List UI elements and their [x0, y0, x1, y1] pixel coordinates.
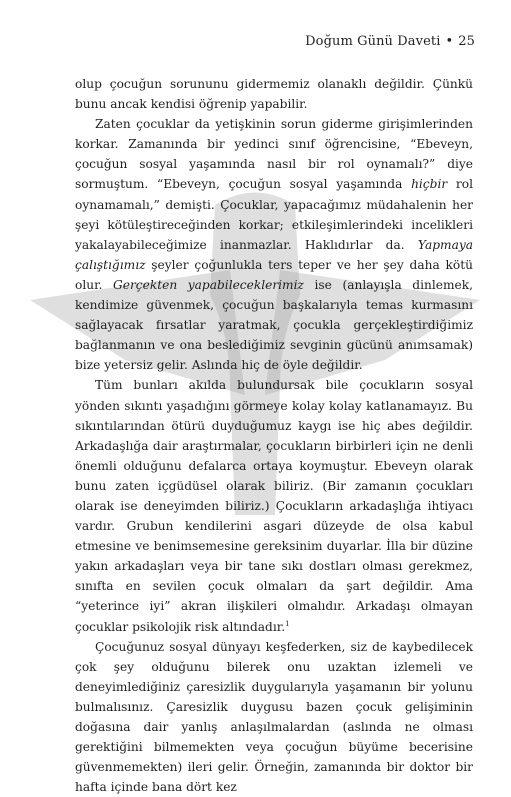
text-run: Çocuğunuz sosyal dünyayı keşfederken, siz de kaybedilecek çok şey olduğunu bilerek onu uzaktan izlemeli ve deneyimlediğiniz çaresizlik duygularıyla yaşamanın bir yolunu bulmalısınız. Çaresizlik duygusu bazen çocuk gelişiminin doğasına dair yanlış anlaşılmalardan (aslında ne olması gerektiğini bilmemekten veya çocuğun büyüme becerisine güvenmemekten) ileri gelir. Örneğin, zamanında bir doktor bir hafta içinde bana dört kez [75, 639, 473, 795]
italic-text: Yapmaya çalıştığımız [75, 237, 473, 272]
body-text [75, 74, 473, 797]
paragraph [75, 74, 473, 114]
italic-text: Gerçekten yapabileceklerimiz [113, 277, 304, 292]
page-number: 25 [458, 34, 475, 49]
italic-text: hiçbir [411, 177, 448, 192]
text-run: Tüm bunları akılda bulundursak bile çocukların sosyal yönden sıkıntı yaşadığını görmeye kolay kolay katlanamayız. Bu sıkıntılarından ötürü duyduğumuz kaygı ise hiç abes değildir. Arkadaşlığa dair araştırmalar, çocukların birbirleri için ne denli önemli olduğunu defalarca ortaya koymuştur. Ebeveyn olarak bunu zaten içgüdüsel olarak biliriz. (Bir zamanın çocukları olarak ise deneyimden biliriz.) Çocukların arkadaşlığa ihtiyacı vardır. Grubun kendilerini asgari düzeyde de olsa kabul etmesine ve benimsemesine gereksinim duyarlar. İlla bir düzine yakın arkadaşları veya bir tane sıkı dostları olması gerekmez, sınıfta en sevilen çocuk olmaları da şart değildir. Ama “yeterince iyi” akran ilişkileri olmalıdır. Arkadaşı olmayan çocuklar psikolojik risk altındadır. [75, 378, 473, 634]
text-run: rol oynamamalı,” demişti. Çocuklar, yapacağımız müdahalenin her şeyi kötüleştireceğinden korkar; etkileşimlerindeki incelikleri yakalayabileceğimize inanmazlar. Haklıdırlar da. [75, 177, 473, 252]
text-run: şeyler çoğunlukla ters teper ve her şey daha kötü olur. [75, 257, 473, 292]
paragraph [75, 637, 473, 797]
chapter-title: Doğum Günü Daveti [305, 34, 441, 49]
paragraph [75, 114, 473, 375]
text-run: Zaten çocuklar da yetişkinin sorun giderme girişimlerinden korkar. Zamanında bir yedinci sınıf öğrencisine, “Ebeveyn, çocuğun sosyal yaşamında nasıl bir rol oynamalı?” diye sormuştum. “Ebeveyn, çocuğun sosyal yaşamında [75, 117, 473, 192]
footnote-marker: 1 [285, 619, 290, 628]
header-separator: • [445, 34, 454, 49]
text-run: ise (anlayışla dinlemek, kendimize güvenmek, çocuğun başkalarıyla temas kurmasını sağlayacak fırsatlar yaratmak, çocukla gerçekleştirdiğimiz bağlanmanın ve ona beslediğimiz sevginin gücünü anımsamak) bize yetersiz gelir. Aslında hiç de öyle değildir. [75, 277, 473, 373]
paragraph [75, 375, 473, 636]
running-header [305, 34, 475, 49]
text-run: olup çocuğun sorununu gidermemiz olanaklı değildir. Çünkü bunu ancak kendisi öğrenip yapabilir. [75, 77, 473, 112]
